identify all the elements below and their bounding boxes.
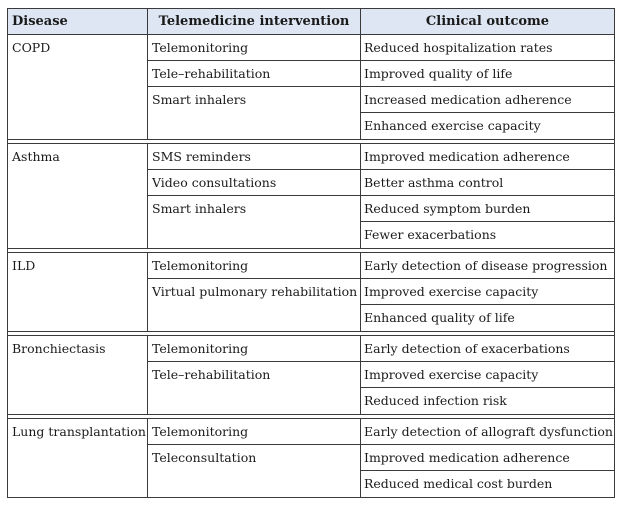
intervention-cell: Video consultations bbox=[148, 170, 360, 196]
table-group-asthma bbox=[8, 144, 614, 248]
table-group-ild bbox=[8, 253, 614, 331]
outcome-cell: Enhanced quality of life bbox=[364, 310, 515, 325]
intervention-cell: Telemonitoring bbox=[148, 35, 360, 61]
intervention-cell: Telemonitoring bbox=[148, 419, 360, 445]
outcome-cell: Reduced infection risk bbox=[364, 393, 507, 408]
telemedicine-table bbox=[7, 8, 615, 498]
header-disease: Disease bbox=[8, 9, 148, 34]
outcome-cell: Reduced symptom burden bbox=[361, 196, 614, 222]
intervention-column bbox=[148, 35, 361, 139]
intervention-column bbox=[148, 144, 361, 248]
table-group-copd bbox=[8, 35, 614, 139]
table-group-bronchiectasis bbox=[8, 336, 614, 414]
disease-cell: Bronchiectasis bbox=[8, 336, 148, 414]
outcome-column bbox=[361, 336, 614, 414]
intervention-cell: Virtual pulmonary rehabilitation bbox=[152, 284, 358, 299]
outcome-column bbox=[361, 35, 614, 139]
outcome-cell: Fewer exacerbations bbox=[364, 227, 497, 242]
outcome-cell: Improved exercise capacity bbox=[361, 362, 614, 388]
table-header-row bbox=[8, 9, 614, 35]
outcome-cell: Increased medication adherence bbox=[361, 87, 614, 113]
outcome-cell: Better asthma control bbox=[361, 170, 614, 196]
outcome-cell: Improved medication adherence bbox=[361, 445, 614, 471]
outcome-cell: Reduced hospitalization rates bbox=[361, 35, 614, 61]
intervention-cell: Tele–rehabilitation bbox=[148, 61, 360, 87]
intervention-cell: Tele–rehabilitation bbox=[152, 367, 271, 382]
outcome-cell: Improved medication adherence bbox=[361, 144, 614, 170]
intervention-column bbox=[148, 253, 361, 331]
outcome-column bbox=[361, 144, 614, 248]
intervention-cell: Telemonitoring bbox=[148, 336, 360, 362]
intervention-cell: Smart inhalers bbox=[152, 92, 247, 107]
intervention-column bbox=[148, 419, 361, 497]
outcome-cell: Improved exercise capacity bbox=[361, 279, 614, 305]
intervention-column bbox=[148, 336, 361, 414]
header-outcome: Clinical outcome bbox=[425, 14, 550, 29]
outcome-cell: Early detection of allograft dysfunction bbox=[361, 419, 614, 445]
outcome-cell: Improved quality of life bbox=[361, 61, 614, 87]
intervention-cell: Telemonitoring bbox=[148, 253, 360, 279]
disease-cell: COPD bbox=[8, 35, 148, 139]
outcome-cell: Enhanced exercise capacity bbox=[364, 118, 541, 133]
disease-cell: Asthma bbox=[8, 144, 148, 248]
outcome-column bbox=[361, 253, 614, 331]
intervention-cell: Smart inhalers bbox=[152, 201, 247, 216]
outcome-cell: Early detection of exacerbations bbox=[361, 336, 614, 362]
outcome-cell: Early detection of disease progression bbox=[361, 253, 614, 279]
table-group-lung-transplantation bbox=[8, 419, 614, 497]
disease-cell: Lung transplantation bbox=[8, 419, 148, 497]
header-intervention: Telemedicine intervention bbox=[148, 9, 361, 34]
intervention-cell: Teleconsultation bbox=[152, 450, 257, 465]
disease-cell: ILD bbox=[8, 253, 148, 331]
outcome-column bbox=[361, 419, 614, 497]
outcome-cell: Reduced medical cost burden bbox=[364, 476, 553, 491]
intervention-cell: SMS reminders bbox=[148, 144, 360, 170]
